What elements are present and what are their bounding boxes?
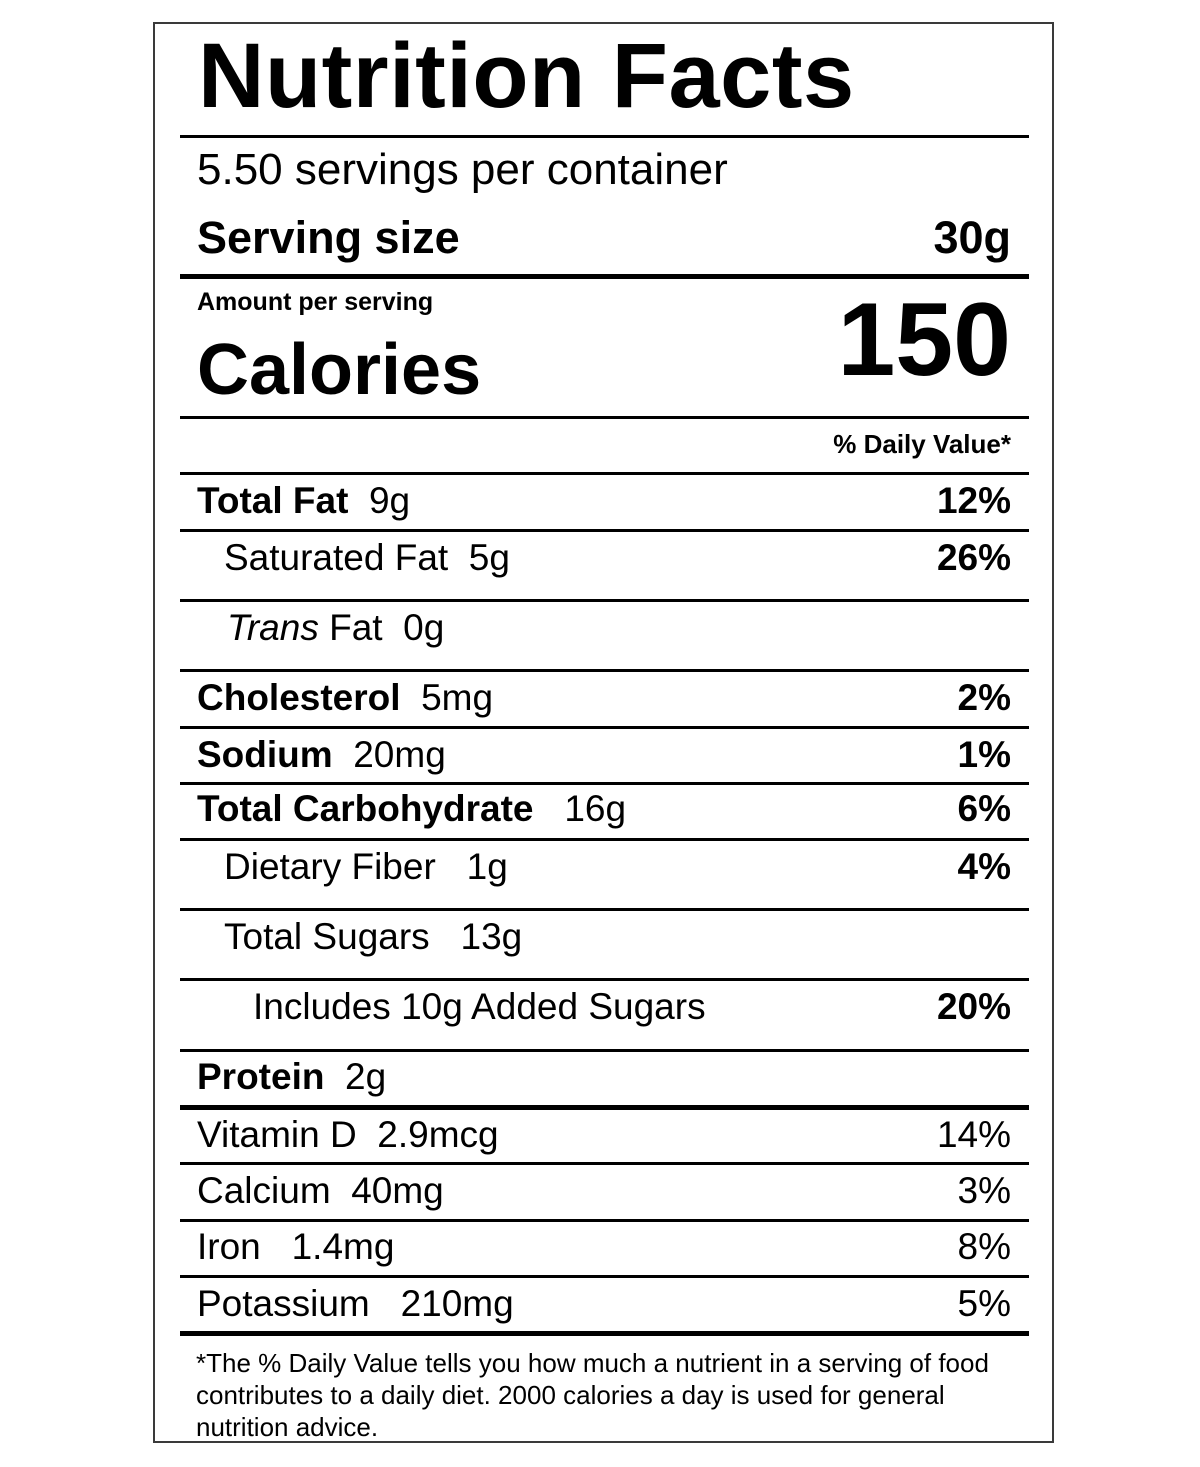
nutrient-name: Total Carbohydrate	[197, 788, 534, 829]
nutrient-row-added-sugars	[253, 988, 706, 1025]
nutrient-dv: 2%	[957, 677, 1011, 718]
nutrient-name: Saturated Fat	[224, 537, 449, 578]
divider	[180, 1162, 1029, 1165]
nutrient-name: Dietary Fiber	[224, 846, 436, 887]
vitamin-row-potassium	[197, 1285, 514, 1322]
vitamin-dv: 8%	[957, 1226, 1011, 1267]
serving-size-label: Serving size	[197, 212, 460, 263]
nutrient-row-trans-fat	[227, 609, 444, 646]
nutrient-amount: 1g	[466, 846, 508, 887]
divider	[180, 782, 1029, 785]
calories-value: 150	[837, 282, 1011, 398]
divider	[180, 669, 1029, 672]
nutrient-name: Includes 10g Added Sugars	[253, 986, 706, 1027]
nutrient-name: Fat	[329, 607, 383, 648]
divider	[180, 1275, 1029, 1278]
vitamin-dv: 3%	[957, 1170, 1011, 1211]
vitamin-dv: 5%	[957, 1283, 1011, 1324]
vitamin-amount: 2.9mcg	[377, 1114, 499, 1155]
vitamin-row-calcium	[197, 1172, 444, 1209]
footnote: *The % Daily Value tells you how much a nutrient in a serving of food contributes to a daily diet. 2000 calories a day is used for general nutrition advice.	[196, 1348, 989, 1442]
vitamin-amount: 210mg	[400, 1283, 514, 1324]
amount-per-serving: Amount per serving	[197, 288, 434, 316]
nutrient-amount: 0g	[403, 607, 445, 648]
nutrient-dv: 12%	[936, 480, 1011, 521]
divider	[180, 1331, 1029, 1336]
nutrient-amount: 20mg	[353, 734, 446, 775]
nutrient-row-protein	[197, 1058, 386, 1095]
nutrient-row-total-fat	[197, 482, 410, 519]
vitamin-name: Potassium	[197, 1283, 370, 1324]
nutrient-amount: 5g	[468, 537, 510, 578]
divider	[180, 1105, 1029, 1110]
nutrient-name: Protein	[197, 1056, 325, 1097]
vitamin-name: Vitamin D	[197, 1114, 357, 1155]
divider	[180, 1219, 1029, 1222]
nutrient-dv: 1%	[957, 734, 1011, 775]
vitamin-name: Calcium	[197, 1170, 331, 1211]
divider	[180, 726, 1029, 729]
vitamin-row-iron	[197, 1228, 394, 1265]
divider	[180, 978, 1029, 981]
nutrient-amount: 13g	[460, 916, 523, 957]
vitamin-amount: 1.4mg	[291, 1226, 395, 1267]
divider	[180, 908, 1029, 911]
vitamin-dv: 14%	[936, 1114, 1011, 1155]
nutrient-row-dietary-fiber	[224, 848, 508, 885]
nutrient-amount: 9g	[368, 480, 411, 521]
nutrient-dv: 6%	[957, 788, 1011, 829]
nutrient-name: Total Fat	[197, 480, 349, 521]
nutrient-row-sodium	[197, 736, 446, 773]
divider	[180, 416, 1029, 419]
divider	[180, 599, 1029, 602]
vitamin-amount: 40mg	[351, 1170, 444, 1211]
divider	[180, 1049, 1029, 1052]
nutrient-name-italic: Trans	[227, 607, 319, 648]
nutrient-name: Cholesterol	[197, 677, 401, 718]
servings-per-container: 5.50 servings per container	[197, 145, 728, 194]
label-title: Nutrition Facts	[198, 25, 855, 127]
nutrient-dv: 4%	[957, 846, 1011, 887]
serving-size-value: 30g	[933, 212, 1011, 263]
nutrient-dv: 26%	[936, 537, 1011, 578]
nutrient-amount: 5mg	[421, 677, 494, 718]
divider	[180, 472, 1029, 475]
nutrient-name: Total Sugars	[224, 916, 430, 957]
nutrient-amount: 2g	[345, 1056, 387, 1097]
nutrient-name: Sodium	[197, 734, 333, 775]
daily-value-header: % Daily Value*	[833, 429, 1011, 459]
divider	[180, 838, 1029, 841]
vitamin-row-vitamin-d	[197, 1116, 499, 1153]
divider	[180, 529, 1029, 532]
calories-label: Calories	[197, 330, 482, 410]
nutrient-row-cholesterol	[197, 679, 493, 716]
nutrient-row-total-carbohydrate	[197, 790, 626, 827]
divider	[180, 135, 1029, 138]
nutrient-row-saturated-fat	[224, 539, 510, 576]
nutrient-amount: 16g	[564, 788, 627, 829]
nutrient-dv: 20%	[936, 986, 1011, 1027]
nutrient-row-total-sugars	[224, 918, 522, 955]
divider	[180, 274, 1029, 279]
vitamin-name: Iron	[197, 1226, 261, 1267]
